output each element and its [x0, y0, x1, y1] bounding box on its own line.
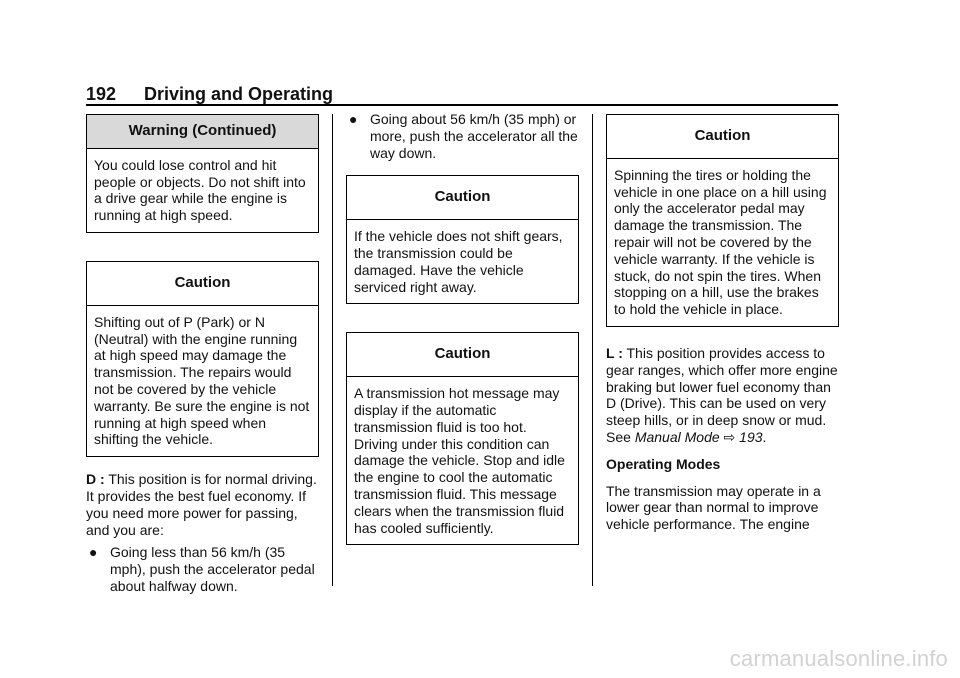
bullet-item — [346, 111, 579, 161]
caution-box-shift — [346, 175, 579, 304]
page-ref-icon: ⇨ — [723, 428, 736, 445]
operating-modes-text: The transmission may operate in a lower gear than normal to improve vehicle performance. The engine — [606, 482, 821, 533]
manual-mode-link[interactable]: Manual Mode — [634, 428, 720, 445]
column-1 — [86, 114, 319, 595]
caution-title: Caution — [347, 176, 578, 220]
header-rule — [86, 104, 838, 106]
caution-title: Caution — [87, 262, 318, 306]
column-3 — [606, 114, 839, 533]
bullet-item — [86, 544, 319, 594]
watermark-logo: carmanualsonline.info — [729, 646, 948, 671]
warning-title: Warning (Continued) — [87, 115, 318, 148]
caution-body: Spinning the tires or holding the vehicle in one place on a hill using only the accelerator pedal may damage the transmission. The repair will not be covered by the vehicle warranty. If the vehicle is stuck, do not spin the tires. When stopping on a hill, use the brakes to hold the vehicle in place. — [614, 166, 827, 318]
bullet-text: Going about 56 km/h (35 mph) or more, push the accelerator all the way down. — [370, 111, 578, 161]
low-paragraph — [606, 345, 839, 446]
caution-box-hot — [346, 332, 579, 545]
low-text: This position provides access to gear ranges, which offer more engine braking but lower fuel economy than D (Drive). This can be used on very steep hills, or in deep snow or mud. See — [606, 344, 838, 445]
bullet-mark: ● — [349, 111, 358, 127]
caution-box-tires — [606, 114, 839, 327]
caution-body: If the vehicle does not shift gears, the transmission could be damaged. Have the vehicle serviced right away. — [354, 228, 563, 295]
bullet-text: Going less than 56 km/h (35 mph), push the accelerator pedal about halfway down. — [110, 544, 315, 594]
column-2 — [346, 111, 579, 545]
drive-text: This position is for normal driving. It provides the best fuel economy. If you need more power for passing, and you are: — [86, 471, 317, 538]
sentence-end: . — [762, 428, 767, 445]
warning-body: You could lose control and hit people or objects. Do not shift into a drive gear while the engine is running at high speed. — [94, 156, 306, 224]
caution-box-park — [86, 261, 319, 457]
bullet-mark: ● — [89, 544, 98, 561]
caution-body: Shifting out of P (Park) or N (Neutral) with the engine running at high speed may damage the transmission. The repairs would not be covered by the vehicle warranty. Be sure the engine is not running at high speed when shifting the vehicle. — [94, 313, 310, 448]
caution-body: A transmission hot message may display if the automatic transmission fluid is too hot. Driving under this condition can damage the vehicle. Stop and idle the engine to cool the automatic transmission fluid. This message clears when the transmission fluid has cooled sufficiently. — [354, 385, 565, 536]
drive-label: D : — [86, 471, 105, 488]
caution-title: Caution — [607, 115, 838, 159]
warning-box — [86, 114, 319, 233]
operating-modes-heading: Operating Modes — [606, 455, 721, 472]
page-header — [86, 84, 333, 105]
caution-title: Caution — [347, 333, 578, 377]
section-title: Driving and Operating — [144, 84, 334, 104]
column-divider-1 — [332, 114, 333, 586]
column-divider-2 — [592, 114, 593, 586]
page-ref-number[interactable]: 193 — [739, 428, 763, 445]
page-number: 192 — [86, 84, 117, 104]
low-label: L : — [606, 344, 623, 361]
drive-paragraph — [86, 471, 319, 538]
